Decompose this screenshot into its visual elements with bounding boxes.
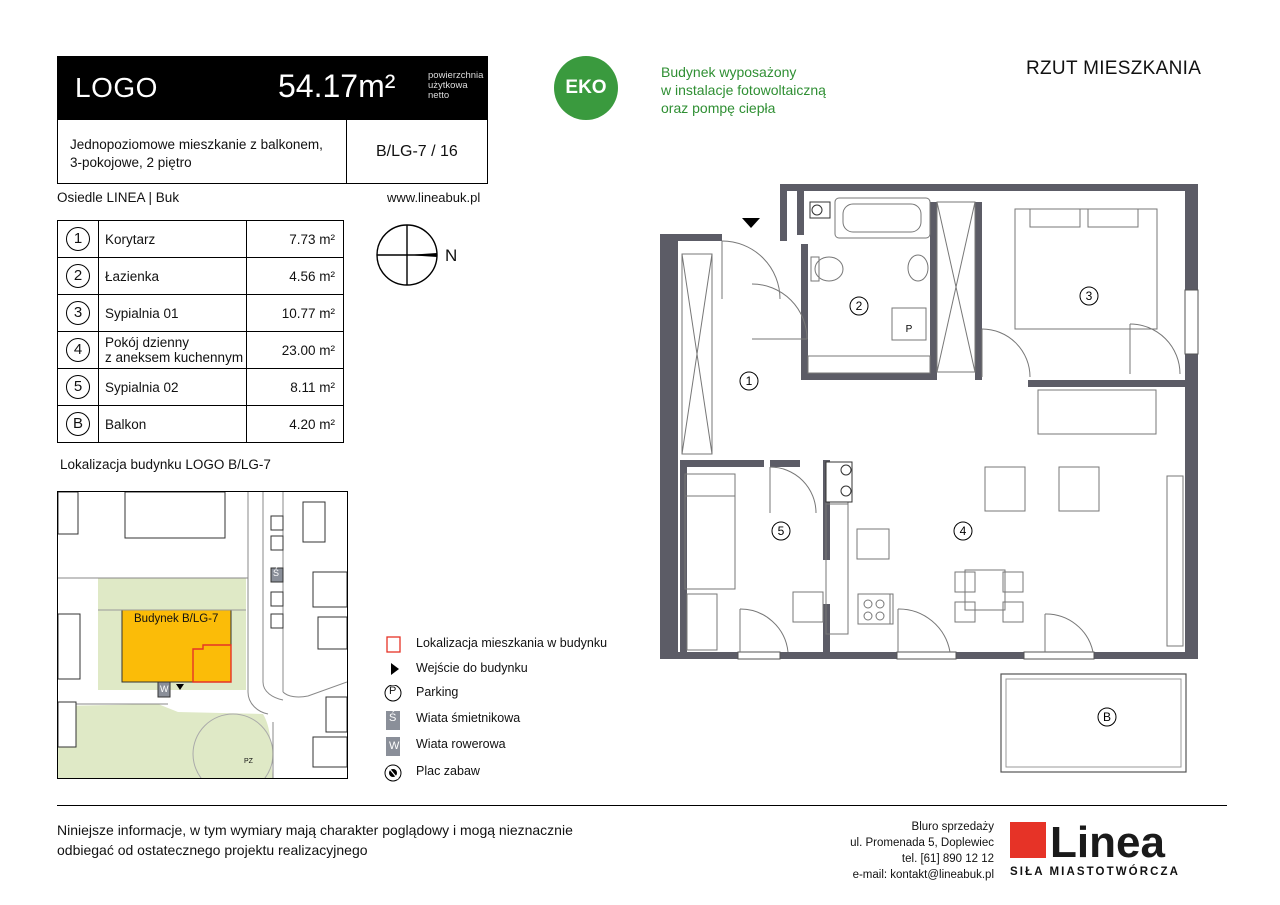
- site-plan: [58, 492, 347, 778]
- website-link[interactable]: www.lineabuk.pl: [387, 190, 481, 205]
- bike-shelter-mark: W: [389, 740, 400, 752]
- eko-badge: EKO: [554, 56, 618, 120]
- plan-title: RZUT MIESZKANIA: [1026, 58, 1202, 79]
- room-number: 3: [66, 301, 90, 325]
- area-caption-line: użytkowa: [428, 80, 468, 91]
- playground-icon: [383, 764, 403, 784]
- room-number: 2: [66, 264, 90, 288]
- rooms-table: [57, 220, 344, 443]
- description-line: 3-pokojowe, 2 piętro: [70, 155, 192, 170]
- plan-room-5-label: 5: [777, 524, 785, 538]
- area-value: 54.17: [278, 68, 359, 104]
- room-area: 10.77 m²: [247, 295, 344, 332]
- plan-room-2-label: 2: [855, 299, 863, 313]
- room-name: Sypialnia 01: [99, 295, 247, 332]
- description-line: Jednopoziomowe mieszkanie z balkonem,: [70, 137, 323, 152]
- room-name: Łazienka: [99, 258, 247, 295]
- area-unit: m²: [358, 68, 396, 104]
- brand-name: Linea: [1050, 820, 1165, 862]
- estate-name: Osiedle LINEA | Buk: [57, 190, 180, 205]
- plan-room-3-label: 3: [1085, 289, 1093, 303]
- sales-office-contact: [850, 819, 994, 883]
- room-number: 1: [66, 227, 90, 251]
- eko-line: Budynek wyposażony: [661, 64, 797, 80]
- sales-phone[interactable]: tel. [61] 890 12 12: [901, 853, 994, 865]
- room-name-line: Pokój dzienny: [105, 335, 190, 350]
- compass-north-label: N: [445, 246, 458, 265]
- disclaimer-line: odbiegać od ostatecznego projektu realizacyjnego: [57, 842, 368, 858]
- room-area: 4.56 m²: [247, 258, 344, 295]
- apartment-area: [278, 68, 395, 105]
- room-name: Balkon: [99, 406, 247, 443]
- building-label: Budynek B/LG-7: [134, 613, 219, 625]
- parking-mark: P: [389, 685, 397, 697]
- logo: LOGO: [75, 72, 158, 103]
- table-row: [58, 406, 344, 443]
- room-area: 8.11 m²: [247, 369, 344, 406]
- trash-shelter-mark: Ś: [389, 712, 397, 724]
- plan-room-4-label: 4: [959, 524, 967, 538]
- table-row: [58, 332, 344, 369]
- floor-plan: [660, 184, 1205, 779]
- eko-line: oraz pompę ciepła: [661, 100, 776, 116]
- header-description-box: [57, 120, 488, 184]
- header-area-box: [57, 56, 488, 120]
- area-caption: [428, 71, 483, 101]
- entrance-arrow-icon: [383, 661, 403, 681]
- room-area: 7.73 m²: [247, 221, 344, 258]
- brand-tagline: SIŁA MIASTOTWÓRCZA: [1010, 866, 1181, 878]
- apartment-code: B/LG-7 / 16: [376, 143, 458, 160]
- area-caption-line: powierzchnia: [428, 70, 484, 81]
- legend-label: Plac zabaw: [416, 764, 480, 778]
- linea-logo-mark: [1008, 820, 1228, 862]
- room-number: 4: [66, 338, 90, 362]
- plan-pump-label: P: [905, 324, 913, 335]
- eko-line: w instalacje fotowoltaiczną: [661, 82, 826, 98]
- sales-line: ul. Promenada 5, Doplewiec: [850, 837, 994, 849]
- eko-description: [661, 63, 826, 117]
- footer-divider: [57, 805, 1227, 806]
- room-number: B: [66, 412, 90, 436]
- compass-icon: [373, 222, 441, 288]
- room-number: 5: [66, 375, 90, 399]
- legend-label: Parking: [416, 685, 459, 699]
- room-name: Sypialnia 02: [99, 369, 247, 406]
- legend-label: Lokalizacja mieszkania w budynku: [416, 636, 608, 650]
- table-row: [58, 221, 344, 258]
- playground-mark: PZ: [244, 758, 253, 765]
- plan-balcony-label: B: [1102, 710, 1112, 724]
- disclaimer-line: Niniejsze informacje, w tym wymiary mają charakter poglądowy i mogą nieznacznie: [57, 822, 573, 838]
- apartment-location-icon: [383, 636, 403, 656]
- bike-shelter-mark: W: [160, 684, 169, 694]
- sales-line: Bluro sprzedaży: [911, 821, 994, 833]
- trash-shelter-mark: Ś: [273, 568, 280, 578]
- disclaimer: [57, 820, 573, 860]
- table-row: [58, 295, 344, 332]
- table-row: [58, 258, 344, 295]
- plan-room-1-label: 1: [745, 374, 753, 388]
- legend-label: Wiata rowerowa: [416, 737, 506, 751]
- room-area: 23.00 m²: [247, 332, 344, 369]
- location-title: Lokalizacja budynku LOGO B/LG-7: [60, 457, 271, 472]
- divider: [346, 120, 347, 184]
- legend-label: Wiata śmietnikowa: [416, 711, 521, 725]
- room-area: 4.20 m²: [247, 406, 344, 443]
- legend-label: Wejście do budynku: [416, 661, 528, 675]
- linea-logo: [1008, 820, 1228, 867]
- room-name: Korytarz: [99, 221, 247, 258]
- sales-email[interactable]: e-mail: kontakt@lineabuk.pl: [852, 869, 994, 881]
- room-name: [99, 332, 247, 369]
- table-row: [58, 369, 344, 406]
- location-map: [57, 491, 348, 779]
- area-caption-line: netto: [428, 90, 450, 101]
- apartment-description: [70, 136, 323, 172]
- room-name-line: z aneksem kuchennym: [105, 350, 244, 365]
